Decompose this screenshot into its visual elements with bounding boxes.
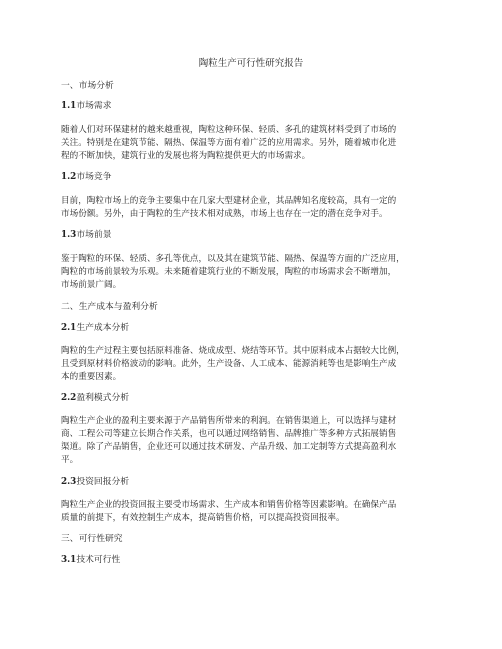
paragraph-line: 商、工程公司等建立长期合作关系，也可以通过网络销售、品牌推广等多种方式拓展销售 bbox=[61, 429, 397, 439]
paragraph-line: 渠道。除了产品销售，企业还可以通过技术研发、产品升级、加工定制等方式提高盈利水 bbox=[61, 442, 397, 452]
subsection-title: 生产成本分析 bbox=[76, 323, 130, 333]
subsection-number: 3.1 bbox=[61, 555, 77, 565]
paragraph-profit-model bbox=[61, 415, 445, 467]
paragraph-line: 市场前景广阔。 bbox=[61, 280, 122, 290]
paragraph-line: 陶粒的生产过程主要包括原料准备、烧成成型、烧结等环节。其中原料成本占据较大比例， bbox=[61, 346, 405, 356]
subsection-title: 技术可行性 bbox=[76, 555, 121, 565]
paragraph-line: 平。 bbox=[61, 455, 79, 465]
paragraph-cost-analysis bbox=[61, 345, 445, 384]
subsection-number: 1.1 bbox=[61, 101, 77, 111]
subsection-title: 盈利模式分析 bbox=[76, 393, 130, 403]
subsection-title: 市场需求 bbox=[76, 101, 112, 111]
subsection-number: 2.1 bbox=[61, 323, 77, 333]
paragraph-investment-return bbox=[61, 499, 445, 525]
paragraph-line: 市场份额。另外，由于陶粒的生产技术相对成熟，市场上也存在一定的潜在竞争对手。 bbox=[61, 209, 388, 219]
paragraph-line: 随着人们对环保建材的越来越重视，陶粒这种环保、轻质、多孔的建筑材料受到了市场的 bbox=[61, 125, 397, 135]
subsection-heading-3-1 bbox=[61, 554, 445, 567]
subsection-heading-1-2 bbox=[61, 171, 445, 184]
subsection-heading-2-3 bbox=[61, 476, 445, 489]
subsection-number: 1.3 bbox=[61, 230, 77, 240]
subsection-number: 1.2 bbox=[61, 172, 77, 182]
section-heading-cost-profit: 二、生产成本与盈利分析 bbox=[61, 302, 158, 312]
paragraph-line: 关注。特别是在建筑节能、隔热、保温等方面有着广泛的应用需求。另外，随着城市化进 bbox=[61, 138, 397, 148]
paragraph-line: 鉴于陶粒的环保、轻质、多孔等优点，以及其在建筑节能、隔热、保温等方面的广泛应用， bbox=[61, 254, 405, 264]
paragraph-line: 质量的前提下，有效控制生产成本，提高销售价格，可以提高投资回报率。 bbox=[61, 513, 345, 523]
subsection-heading-2-2 bbox=[61, 392, 445, 405]
document-title: 陶粒生产可行性研究报告 bbox=[198, 58, 304, 69]
subsection-number: 2.3 bbox=[61, 477, 77, 487]
paragraph-market-demand bbox=[61, 124, 445, 163]
paragraph-market-outlook bbox=[61, 253, 445, 292]
subsection-heading-1-3 bbox=[61, 229, 445, 242]
paragraph-line: 陶粒的市场前景较为乐观。未来随着建筑行业的不断发展，陶粒的市场需求会不断增加， bbox=[61, 267, 397, 277]
subsection-number: 2.2 bbox=[61, 393, 77, 403]
subsection-heading-2-1 bbox=[61, 322, 445, 335]
section-heading-feasibility: 三、可行性研究 bbox=[61, 534, 123, 544]
subsection-heading-1-1 bbox=[61, 100, 445, 113]
paragraph-market-competition bbox=[61, 195, 445, 221]
section-heading-market-analysis: 一、市场分析 bbox=[61, 81, 114, 91]
subsection-title: 市场前景 bbox=[76, 230, 112, 240]
subsection-title: 市场竞争 bbox=[76, 172, 112, 182]
paragraph-line: 程的不断加快，建筑行业的发展也将为陶粒提供更大的市场需求。 bbox=[61, 151, 311, 161]
paragraph-line: 且受到原材料价格波动的影响。此外，生产设备、人工成本、能源消耗等也是影响生产成 bbox=[61, 359, 397, 369]
paragraph-line: 陶粒生产企业的盈利主要来源于产品销售所带来的利润。在销售渠道上，可以选择与建材 bbox=[61, 416, 397, 426]
subsection-title: 投资回报分析 bbox=[76, 477, 130, 487]
paragraph-line: 陶粒生产企业的投资回报主要受市场需求、生产成本和销售价格等因素影响。在确保产品 bbox=[61, 500, 397, 510]
paragraph-line: 目前，陶粒市场上的竞争主要集中在几家大型建材企业，其品牌知名度较高，具有一定的 bbox=[61, 196, 397, 206]
paragraph-line: 本的重要因素。 bbox=[61, 372, 122, 382]
